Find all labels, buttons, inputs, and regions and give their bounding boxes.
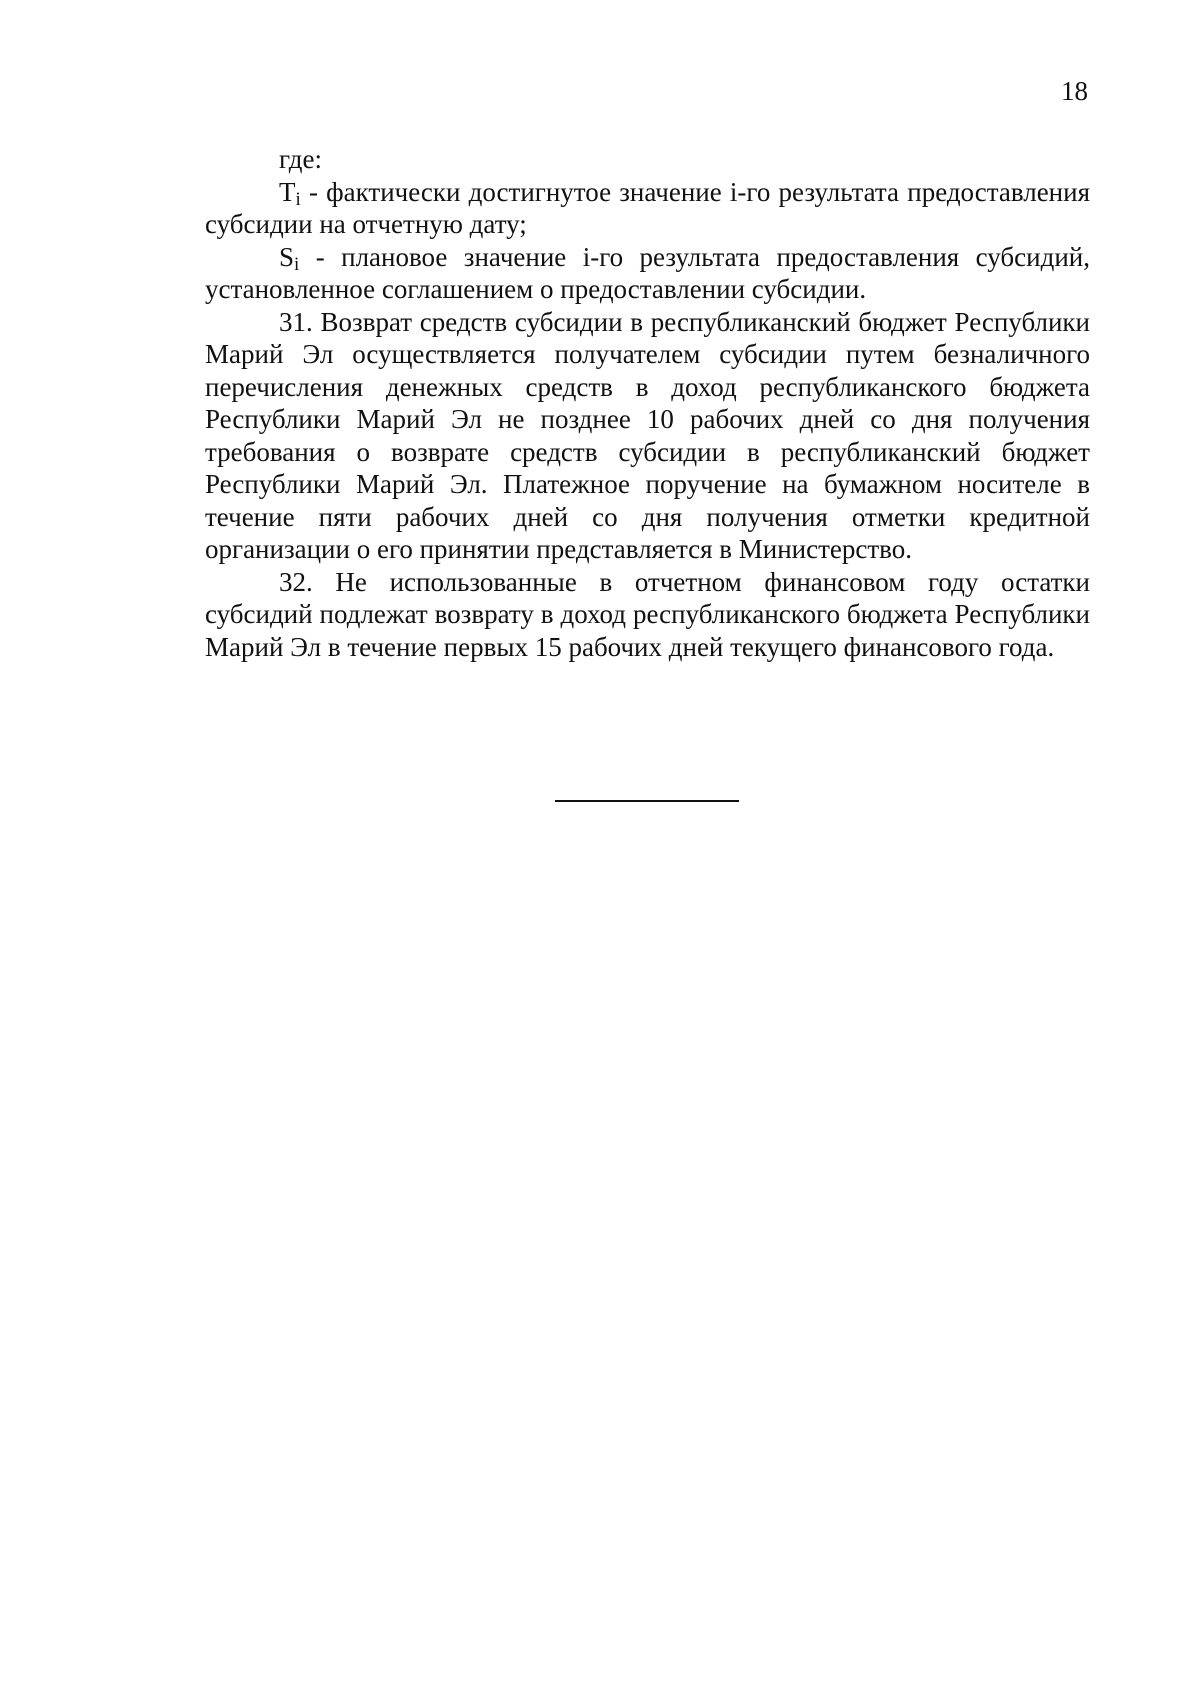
where-label: где: <box>279 144 322 174</box>
end-separator-line <box>555 800 739 802</box>
definition-si <box>205 241 1090 306</box>
symbol-s: S <box>279 241 295 272</box>
symbol-t: T <box>279 176 296 207</box>
page-number: 18 <box>1061 76 1088 106</box>
paragraph-32: 32. Не использованные в отчетном финансовом году остатки субсидий подлежат возврату в доход республиканского бюджета Республики Марий Эл в течение первых 15 рабочих дней текущего финансового года. <box>205 566 1090 662</box>
document-body <box>205 143 1090 663</box>
definition-ti <box>205 176 1090 241</box>
definition-si-text: - плановое значение i-го результата предоставления субсидий, установленное соглашением о предоставлении субсидии. <box>205 241 1090 304</box>
paragraph-31: 31. Возврат средств субсидии в республиканский бюджет Республики Марий Эл осуществляется получателем субсидии путем безналичного перечисления денежных средств в доход республиканского бюджета Республики Марий Эл не позднее 10 рабочих дней со дня получения требования о возврате средств субсидии в республиканский бюджет Республики Марий Эл. Платежное поручение на бумажном носителе в течение пяти рабочих дней со дня получения отметки кредитной организации о его принятии представляется в Министерство. <box>205 306 1090 564</box>
symbol-s-index: i <box>294 253 300 275</box>
symbol-t-index: i <box>295 188 301 210</box>
definition-ti-text: - фактически достигнутое значение i-го результата предоставления субсидии на отчетную дату; <box>205 176 1090 239</box>
